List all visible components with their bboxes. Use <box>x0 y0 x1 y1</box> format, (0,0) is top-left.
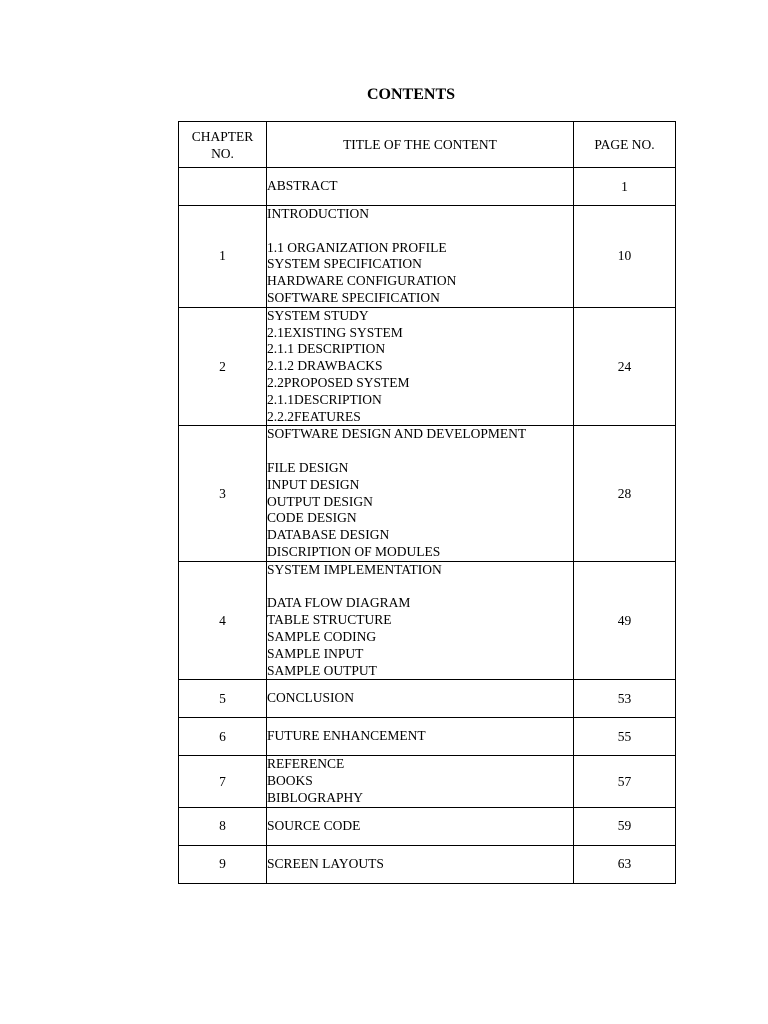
table-row <box>179 561 676 680</box>
content-line: SAMPLE INPUT <box>267 645 364 661</box>
content-line: DISCRIPTION OF MODULES <box>267 543 441 559</box>
content-line: 2.1.1DESCRIPTION <box>267 391 382 407</box>
chapter-title <box>267 206 574 308</box>
chapter-number: 7 <box>179 756 267 807</box>
content-line <box>267 223 573 240</box>
content-line: SCREEN LAYOUTS <box>267 855 384 871</box>
content-line <box>267 443 573 460</box>
chapter-number: 5 <box>179 680 267 718</box>
chapter-title <box>267 718 574 756</box>
table-row <box>179 718 676 756</box>
content-line: 2.1.2 DRAWBACKS <box>267 358 383 374</box>
page-number: 53 <box>574 680 676 718</box>
content-line: SYSTEM SPECIFICATION <box>267 256 422 272</box>
content-line: 1.1 ORGANIZATION PROFILE <box>267 239 447 255</box>
content-line: DATABASE DESIGN <box>267 527 390 543</box>
content-line <box>267 579 573 596</box>
chapter-number: 3 <box>179 426 267 561</box>
content-line: BOOKS <box>267 773 313 789</box>
chapter-title <box>267 845 574 883</box>
content-line: SAMPLE CODING <box>267 628 377 644</box>
chapter-title <box>267 307 574 426</box>
content-line: SOURCE CODE <box>267 817 361 833</box>
chapter-number: 9 <box>179 845 267 883</box>
table-row <box>179 845 676 883</box>
chapter-number <box>179 168 267 206</box>
content-line: HARDWARE CONFIGURATION <box>267 273 457 289</box>
page-number: 59 <box>574 807 676 845</box>
content-line: FILE DESIGN <box>267 459 349 475</box>
page-number: 10 <box>574 206 676 308</box>
content-line: ABSTRACT <box>267 178 338 194</box>
chapter-number: 6 <box>179 718 267 756</box>
chapter-number: 8 <box>179 807 267 845</box>
page-number: 49 <box>574 561 676 680</box>
table-row <box>179 307 676 426</box>
table-row <box>179 206 676 308</box>
content-line: CONCLUSION <box>267 690 355 706</box>
content-line: DATA FLOW DIAGRAM <box>267 595 411 611</box>
page-title: CONTENTS <box>366 86 456 103</box>
table-row <box>179 680 676 718</box>
content-line: BIBLOGRAPHY <box>267 789 364 805</box>
page-number: 63 <box>574 845 676 883</box>
header-page-no: PAGE NO. <box>574 122 676 168</box>
content-line: 2.2.2FEATURES <box>267 408 361 424</box>
contents-table <box>178 121 676 884</box>
page-number: 57 <box>574 756 676 807</box>
table-row <box>179 168 676 206</box>
chapter-title <box>267 680 574 718</box>
page-number: 24 <box>574 307 676 426</box>
content-line: 2.1EXISTING SYSTEM <box>267 324 403 340</box>
chapter-number: 4 <box>179 561 267 680</box>
content-line: SYSTEM IMPLEMENTATION <box>267 561 442 577</box>
table-header-row <box>179 122 676 168</box>
content-line: CODE DESIGN <box>267 510 357 526</box>
chapter-title <box>267 426 574 561</box>
chapter-title <box>267 561 574 680</box>
chapter-number: 1 <box>179 206 267 308</box>
content-line: REFERENCE <box>267 756 345 772</box>
header-chapter-no: CHAPTER NO. <box>179 122 267 168</box>
content-line: OUTPUT DESIGN <box>267 493 373 509</box>
table-row <box>179 807 676 845</box>
table-row <box>179 426 676 561</box>
chapter-title <box>267 168 574 206</box>
content-line: SAMPLE OUTPUT <box>267 662 377 678</box>
chapter-title <box>267 807 574 845</box>
contents-table-body <box>179 168 676 884</box>
content-line: INTRODUCTION <box>267 206 369 221</box>
table-row <box>179 756 676 807</box>
chapter-title <box>267 756 574 807</box>
page-number: 28 <box>574 426 676 561</box>
content-line: SOFTWARE DESIGN AND DEVELOPMENT <box>267 426 527 442</box>
content-line: FUTURE ENHANCEMENT <box>267 728 426 744</box>
content-line: TABLE STRUCTURE <box>267 612 392 628</box>
content-line: SOFTWARE SPECIFICATION <box>267 289 440 305</box>
page-number: 1 <box>574 168 676 206</box>
header-title-of-content: TITLE OF THE CONTENT <box>267 122 574 168</box>
page-number: 55 <box>574 718 676 756</box>
content-line: SYSTEM STUDY <box>267 307 369 323</box>
content-line: 2.1.1 DESCRIPTION <box>267 341 386 357</box>
content-line: INPUT DESIGN <box>267 476 360 492</box>
content-line: 2.2PROPOSED SYSTEM <box>267 374 410 390</box>
chapter-number: 2 <box>179 307 267 426</box>
